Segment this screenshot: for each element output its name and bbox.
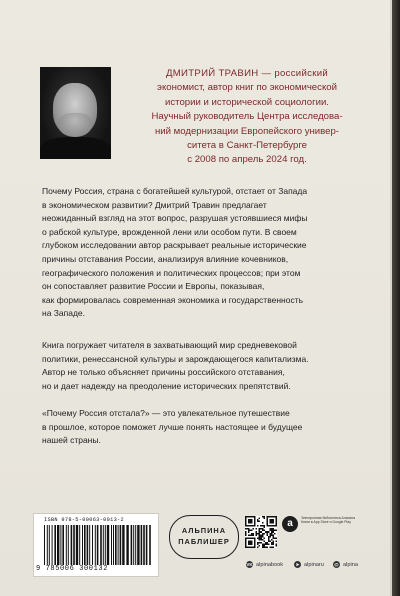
text-line: неожиданный взгляд на этот вопрос, разрушая устоявшиеся мифы — [42, 213, 308, 224]
social-label: alpina — [343, 561, 358, 568]
text-line: глубоком исследовании автор раскрывает реальные исторические — [42, 240, 307, 251]
publisher-logo-line2: ПАБЛИШЕР — [178, 537, 230, 546]
isbn-label: ISBN 978-5-00063-0013-2 — [44, 517, 125, 523]
isbn-barcode — [33, 513, 159, 577]
social-alpina — [333, 561, 358, 568]
qr-caption: Электронная библиотека Альпина Книги в App Store и Google Play — [301, 516, 356, 525]
publisher-logo — [169, 515, 239, 559]
author-bio-line: ний модернизации Европейского универ- — [154, 125, 340, 137]
text-line: как формировалась современная экономика и государственность — [42, 294, 304, 305]
author-bio-line: Научный руководитель Центра исследова- — [151, 111, 343, 123]
social-telegram — [294, 561, 324, 568]
text-line: Почему Россия, страна с богатейшей культурой, отстает от Запада — [42, 186, 308, 196]
text-line: на Западе. — [42, 308, 86, 319]
book-spine-edge — [392, 0, 400, 596]
author-photo — [40, 67, 111, 159]
barcode-bars — [44, 525, 152, 565]
description-paragraph-3 — [42, 407, 364, 448]
social-vk — [246, 561, 283, 568]
author-bio-line: с 2008 по апрель 2024 год. — [187, 154, 307, 166]
barcode-number: 9 785006 300132 — [36, 565, 109, 573]
description-paragraph-2 — [42, 339, 364, 393]
at-icon: @ — [334, 562, 339, 567]
author-bio-line: ситета в Санкт-Петербурге — [187, 140, 307, 152]
text-line: в экономическом развитии? Дмитрий Травин предлагает — [42, 199, 267, 210]
author-bio-line: ДМИТРИЙ ТРАВИН — российский — [165, 68, 329, 79]
text-line: о рабской культуре, врожденной лени или особом пути. В своем — [42, 226, 297, 237]
text-line: географического положения и политических процессов; при этом — [42, 267, 301, 278]
author-bio — [122, 67, 372, 168]
publisher-logo-line1: АЛЬПИНА — [181, 526, 227, 535]
description-paragraph-1 — [42, 185, 364, 321]
social-label: alpinabook — [256, 561, 284, 568]
vk-icon: VK — [246, 562, 253, 567]
author-bio-line: истории и исторической социологии. — [165, 96, 329, 108]
text-line: но и дает надежду на преодоление исторических препятствий. — [42, 380, 291, 391]
social-label: alpinaru — [304, 561, 324, 568]
text-line: Автор не только объясняет причины российского отставания, — [42, 367, 285, 378]
text-line: нашей страны. — [42, 435, 101, 446]
telegram-icon: ➤ — [295, 562, 300, 567]
text-line: в прошлое, которое поможет лучше понять настоящее и будущее — [42, 421, 303, 432]
author-bio-line: экономист, автор книг по экономической — [157, 82, 337, 94]
text-line: политики, ренессансной культуры и зарождающегося капитализма. — [42, 353, 309, 364]
text-line: он сопоставляет развитие России и Европы, показывая, — [42, 281, 265, 292]
text-line: причины отставания России, анализируя влияние кочевников, — [42, 253, 289, 264]
qr-code — [245, 516, 277, 548]
text-line: «Почему Россия отстала?» — это увлекательное путешествие — [42, 408, 290, 418]
alpina-app-icon: a — [282, 516, 298, 532]
text-line: Книга погружает читателя в захватывающий мир средневековой — [42, 340, 297, 350]
